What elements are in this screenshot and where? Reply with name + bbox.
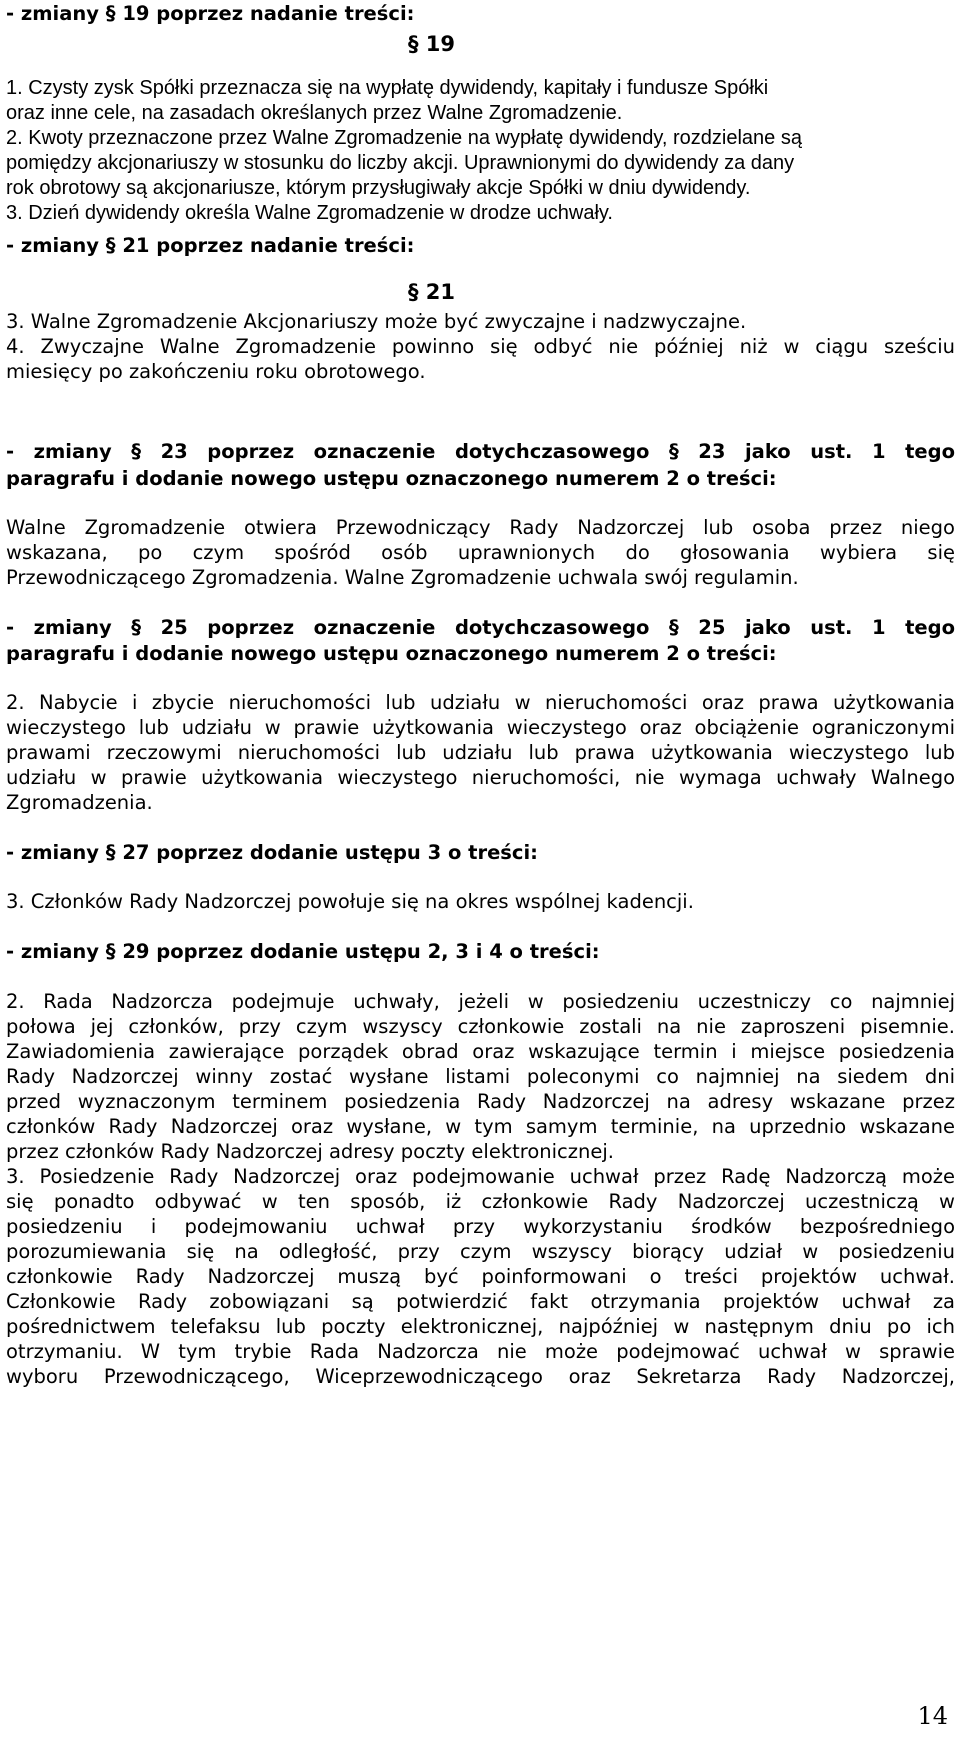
amendment-heading-19: - zmiany § 19 poprzez nadanie treści: [6,2,415,25]
paragraph-line: posiedzeniu i podejmowaniu uchwał przy wykorzystaniu środków bezpośredniego [6,1215,955,1238]
paragraph-line: otrzymaniu. W tym trybie Rada Nadzorcza nie może podejmować uchwał w sprawie [6,1340,955,1363]
paragraph-line: udziału w prawie użytkowania wieczystego nieruchomości, nie wymaga uchwały Walnego [6,766,955,789]
paragraph-line: Rady Nadzorczej winny zostać wysłane listami poleconymi co najmniej na siedem dni [6,1065,955,1088]
paragraph-line: Przewodniczącego Zgromadzenia. Walne Zgromadzenie uchwala swój regulamin. [6,566,799,589]
amendment-heading-27: - zmiany § 27 poprzez dodanie ustępu 3 o treści: [6,841,538,864]
paragraph-line: miesięcy po zakończeniu roku obrotowego. [6,360,426,383]
paragraph-line: rok obrotowy są akcjonariusze, którym przysługiwały akcje Spółki w dniu dywidendy. [6,177,751,199]
amendment-heading-25-cont: paragrafu i dodanie nowego ustępu oznaczonego numerem 2 o treści: [6,642,777,665]
page-number: 14 [917,1702,948,1730]
paragraph-line: 2. Kwoty przeznaczone przez Walne Zgromadzenie na wypłatę dywidendy, rozdzielane są [6,127,802,149]
paragraph-line: 2. Nabycie i zbycie nieruchomości lub udziału w nieruchomości oraz prawa użytkowania [6,691,955,714]
paragraph-line: pomiędzy akcjonariuszy w stosunku do liczby akcji. Uprawnionymi do dywidendy za dany [6,152,795,174]
section-title-19: § 19 [408,32,456,56]
paragraph-line: wskazana, po czym spośród osób uprawnionych do głosowania wybiera się [6,541,955,564]
paragraph-line: Zgromadzenia. [6,791,153,814]
paragraph-line: 3. Członków Rady Nadzorczej powołuje się na okres wspólnej kadencji. [6,890,694,913]
section-title-21: § 21 [408,280,456,304]
paragraph-line: prawami rzeczowymi nieruchomości lub udziału lub prawa użytkowania wieczystego lub [6,741,955,764]
paragraph-line: 4. Zwyczajne Walne Zgromadzenie powinno się odbyć nie później niż w ciągu sześciu [6,335,955,358]
paragraph-line: 3. Walne Zgromadzenie Akcjonariuszy może być zwyczajne i nadzwyczajne. [6,310,747,333]
paragraph-line: przez członków Rady Nadzorczej adresy poczty elektronicznej. [6,1140,614,1163]
paragraph-line: przed wyznaczonym terminem posiedzenia Rady Nadzorczej na adresy wskazane przez [6,1090,955,1113]
amendment-heading-23: - zmiany § 23 poprzez oznaczenie dotychczasowego § 23 jako ust. 1 tego [6,440,955,463]
paragraph-line: pośrednictwem telefaksu lub poczty elektronicznej, najpóźniej w następnym dniu po ich [6,1315,955,1338]
paragraph-line: członkowie Rady Nadzorczej muszą być poinformowani o treści projektów uchwał. [6,1265,955,1288]
paragraph-line: wyboru Przewodniczącego, Wiceprzewodniczącego oraz Sekretarza Rady Nadzorczej, [6,1365,955,1388]
paragraph-line: Członkowie Rady zobowiązani są potwierdzić fakt otrzymania projektów uchwał za [6,1290,955,1313]
paragraph-line: 3. Dzień dywidendy określa Walne Zgromadzenie w drodze uchwały. [6,202,613,224]
paragraph-line: Walne Zgromadzenie otwiera Przewodniczący Rady Nadzorczej lub osoba przez niego [6,516,955,539]
amendment-heading-25: - zmiany § 25 poprzez oznaczenie dotychczasowego § 25 jako ust. 1 tego [6,616,955,639]
amendment-heading-23-cont: paragrafu i dodanie nowego ustępu oznaczonego numerem 2 o treści: [6,467,777,490]
amendment-heading-29: - zmiany § 29 poprzez dodanie ustępu 2, 3 i 4 o treści: [6,940,600,963]
paragraph-line: porozumiewania się na odległość, przy czym wszyscy biorący udział w posiedzeniu [6,1240,955,1263]
paragraph-line: się ponadto odbywać w ten sposób, iż członkowie Rady Nadzorczej uczestniczą w [6,1190,955,1213]
paragraph-line: połowa jej członków, przy czym wszyscy członkowie zostali na nie zaproszeni pisemnie. [6,1015,955,1038]
paragraph-line: 1. Czysty zysk Spółki przeznacza się na wypłatę dywidendy, kapitały i fundusze Spółki [6,77,769,99]
paragraph-line: wieczystego lub udziału w prawie użytkowania wieczystego oraz obciążenie ograniczonymi [6,716,955,739]
paragraph-line: oraz inne cele, na zasadach określanych przez Walne Zgromadzenie. [6,102,623,124]
paragraph-line: 3. Posiedzenie Rady Nadzorczej oraz podejmowanie uchwał przez Radę Nadzorczą może [6,1165,955,1188]
paragraph-line: członków Rady Nadzorczej oraz wysłane, w tym samym terminie, na uprzednio wskazane [6,1115,955,1138]
paragraph-line: 2. Rada Nadzorcza podejmuje uchwały, jeżeli w posiedzeniu uczestniczy co najmniej [6,990,955,1013]
paragraph-line: Zawiadomienia zawierające porządek obrad oraz wskazujące termin i miejsce posiedzenia [6,1040,955,1063]
amendment-heading-21: - zmiany § 21 poprzez nadanie treści: [6,234,415,257]
